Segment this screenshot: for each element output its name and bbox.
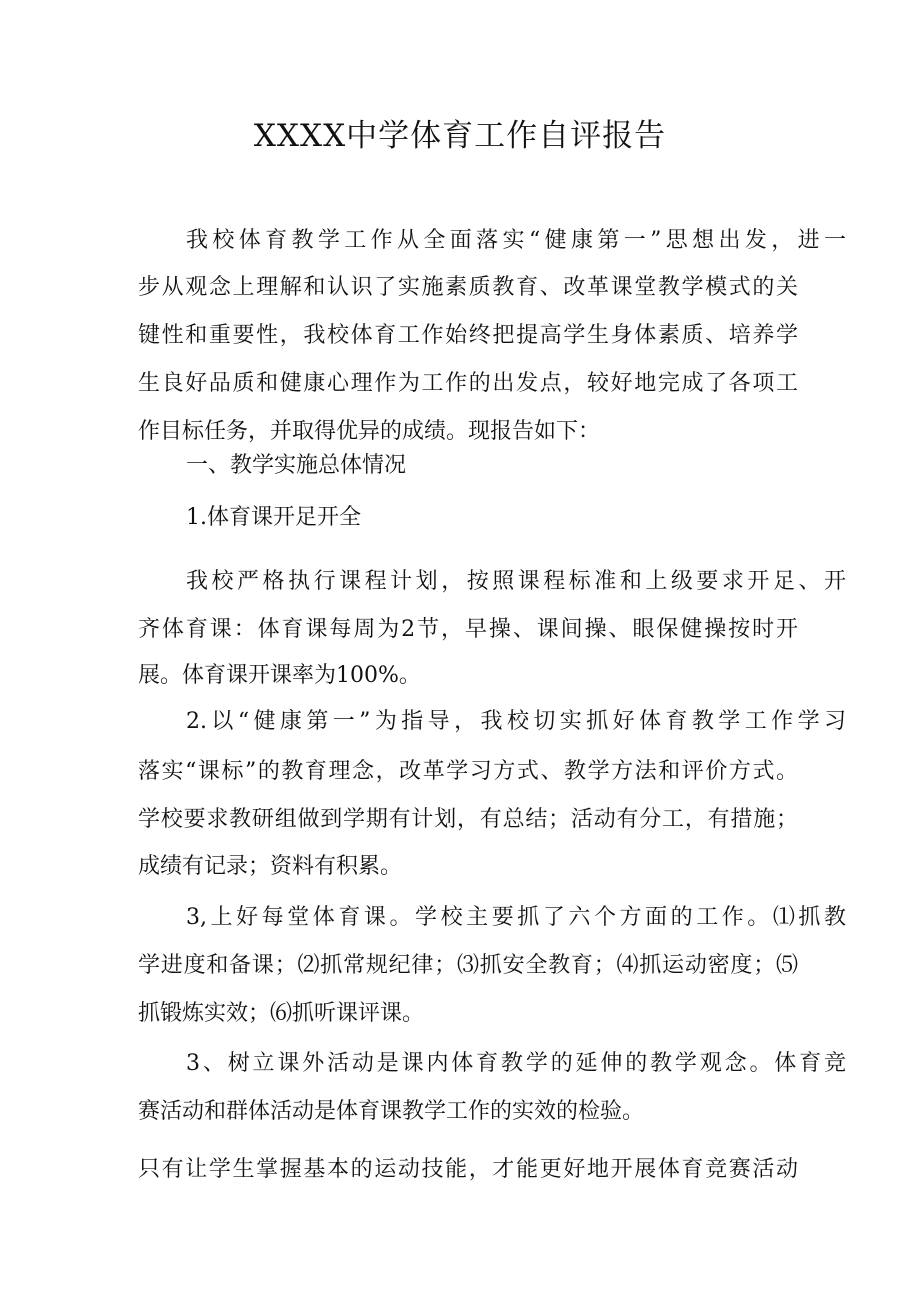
text-line: 生良好品质和健康心理作为工作的出发点，较好地完成了各项工 bbox=[138, 371, 798, 396]
text-line: 作目标任务，并取得优异的成绩。现报告如下： bbox=[138, 419, 601, 444]
text-line: 落实“课标”的教育理念，改革学习方式、教学方法和评价方式。 bbox=[138, 759, 798, 784]
section-heading: 一、教学实施总体情况 bbox=[186, 453, 407, 478]
text-line: 我校严格执行课程计划，按照课程标准和上级要求开足、开 bbox=[186, 569, 846, 594]
document-title: XXXX中学体育工作自评报告 bbox=[253, 118, 667, 154]
text-line: 3、树立课外活动是课内体育教学的延伸的教学观念。体育竞 bbox=[186, 1051, 846, 1076]
text-line: 3,上好每堂体育课。学校主要抓了六个方面的工作。⑴抓教 bbox=[186, 905, 846, 930]
text-line: 学进度和备课；⑵抓常规纪律；⑶抓安全教育；⑷抓运动密度；⑸ bbox=[138, 953, 798, 978]
subsection-heading: 1.体育课开足开全 bbox=[186, 505, 361, 530]
text-line: 我校体育教学工作从全面落实“健康第一”思想出发，进一 bbox=[186, 228, 846, 253]
text-line: 2.以“健康第一”为指导，我校切实抓好体育教学工作学习 bbox=[186, 709, 846, 734]
text-line: 展。体育课开课率为100%。 bbox=[138, 663, 421, 688]
text-line: 步从观念上理解和认识了实施素质教育、改革课堂教学模式的关 bbox=[138, 275, 798, 300]
text-line: 学校要求教研组做到学期有计划，有总结；活动有分工，有措施； bbox=[138, 807, 798, 832]
text-line: 赛活动和群体活动是体育课教学工作的实效的检验。 bbox=[138, 1099, 645, 1124]
text-line: 抓锻炼实效；⑹抓听课评课。 bbox=[138, 1001, 425, 1026]
text-line: 只有让学生掌握基本的运动技能，才能更好地开展体育竞赛活动 bbox=[138, 1157, 798, 1182]
text-line: 成绩有记录；资料有积累。 bbox=[138, 854, 403, 879]
text-line: 齐体育课：体育课每周为2节，早操、课间操、眼保健操按时开 bbox=[138, 617, 798, 642]
text-line: 键性和重要性，我校体育工作始终把提高学生身体素质、培养学 bbox=[138, 323, 798, 348]
